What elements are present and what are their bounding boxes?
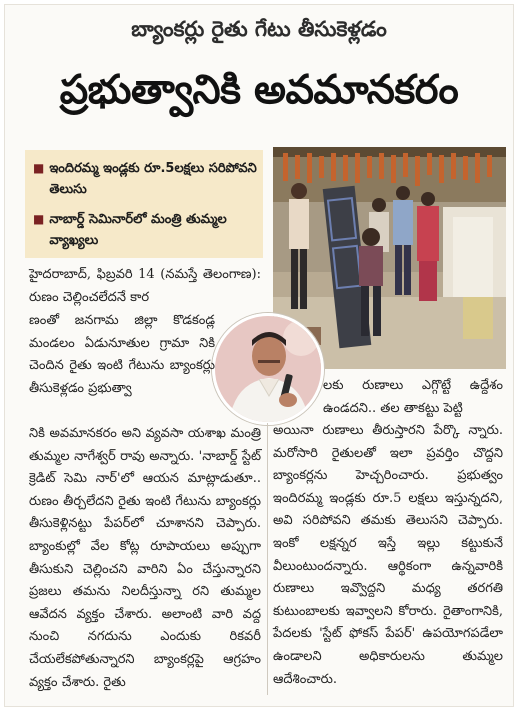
minister-portrait-illustration — [215, 316, 321, 422]
body-text: లకు రుణాలు ఎగ్గొట్టే ఉద్దేశం ఉండదని.. తల తాకట్టు పెట్టి — [323, 378, 503, 416]
newspaper-clipping — [4, 4, 514, 707]
body-text: ణంతో జనగామ జిల్లా కొడకండ్ల మండలం ఏడునూతుల గ్రామా నికి చెందిన రైతు ఇంటి గేటును బ్యాంకర్లు తీసుకెళ్లడం ప్రభుత్వా — [29, 313, 215, 396]
highlight-item — [33, 209, 257, 251]
highlights-box — [25, 150, 263, 258]
body-text: నికి అవమానకరం అని వ్యవసా యశాఖ మంత్రి తుమ్మల నాగేశ్వర్ రావు అన్నారు. 'నాబార్డ్ స్టేట్ క్రెడిట్ సెమి నార్'లో ఆయన మాట్లాడుతూ.. రుణం తీర్చలేదని రైతు ఇంటి గేటును బ్యాంకర్లు తీసుకెళ్లినట్టు పేపర్‌లో చూశానని చెప్పారు. బ్యాంకుల్లో వేల కోట్ల రూపాయలు అప్పుగా తీసుకుని చెల్లించని వారిని ఏం చేస్తున్నారని ప్రజలు తమను నిలదీస్తున్నా రని తుమ్మల ఆవేదన వ్యక్తం చేశారు. అలాంటి వారి వద్ద నుంచి నగదును ఎందుకు రికవరీ చేయలేకపోతున్నారని బ్యాంకర్లపై ఆగ్రహం వ్యక్తం చేశారు. రైతు — [29, 426, 261, 690]
article-body-left-wrap — [29, 310, 215, 400]
minister-portrait — [212, 313, 324, 425]
square-bullet-icon: ■ — [33, 161, 45, 175]
article-body-right-wrap — [323, 375, 503, 420]
square-bullet-icon: ■ — [33, 212, 45, 226]
article-kicker: బ్యాంకర్లు రైతు గేటు తీసుకెళ్లడం — [131, 17, 387, 41]
article-body-right — [273, 420, 503, 691]
body-text: అయినా రుణాలు తీరుస్తారని పేర్కొ న్నారు. మరోసారి రైతులతో ఇలా ప్రవర్తిం చొద్దని బ్యాంకర్లను హెచ్చరించారు. ప్రభుత్వం ఇందిరమ్మ ఇండ్లకు రూ.5 లక్షలు ఇస్తున్నదని, అవి సరిపోవని తమకు తెలుసని చెప్పారు. ఇంకో లక్షన్నర ఇస్తే ఇల్లు కట్టుకునే వీలుంటుందన్నారు. ఆర్థికంగా ఉన్నవారికి రుణాలు ఇవ్వొద్దని మధ్య తరగతి కుటుంబాలకు ఇవ్వాలని కోరారు. రైతాంగానికి, పేదలకు 'స్టేట్ ఫోకస్ పేపర్' ఉపయోగపడేలా ఉండాలని అధికారులను తుమ్మల ఆదేశించారు. — [273, 423, 503, 687]
highlight-text: ఇందిరమ్మ ఇండ్లకు రూ.5లక్షలు సరిపోవని తెలుసు — [49, 161, 257, 197]
column-divider — [267, 423, 268, 695]
highlight-text: నాబార్డ్ సెమినార్‌లో మంత్రి తుమ్మల వ్యాఖ్యలు — [49, 212, 227, 248]
body-text: హైదరాబాద్, ఫిబ్రవరి 14 (నమస్తే తెలంగాణ): రుణం చెల్లించలేదనే కార — [29, 267, 261, 305]
article-body-left-top — [29, 264, 261, 309]
article-headline: ప్రభుత్వానికి అవమానకరం — [59, 67, 459, 113]
article-body-left — [29, 423, 261, 694]
highlight-item — [33, 158, 257, 200]
